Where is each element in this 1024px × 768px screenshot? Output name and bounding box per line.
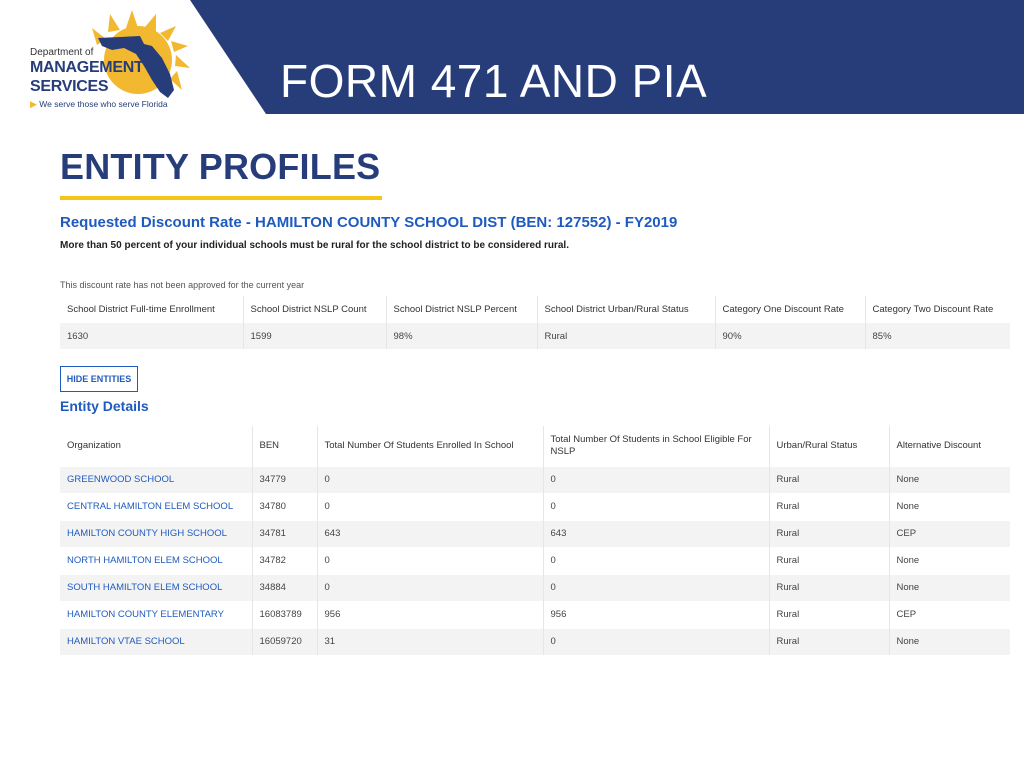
column-header: Category Two Discount Rate xyxy=(865,296,1010,323)
column-header: Urban/Rural Status xyxy=(769,426,889,466)
table-cell: 0 xyxy=(543,628,769,655)
table-cell: 16059720 xyxy=(252,628,317,655)
play-arrow-icon: ▶ xyxy=(30,99,37,109)
table-cell: 643 xyxy=(317,520,543,547)
section-title: ENTITY PROFILES xyxy=(60,146,381,187)
table-cell: 0 xyxy=(543,466,769,493)
column-header: Organization xyxy=(60,426,252,466)
table-cell: 34782 xyxy=(252,547,317,574)
table-cell: Rural xyxy=(769,466,889,493)
table-cell: 34779 xyxy=(252,466,317,493)
approval-status-note: This discount rate has not been approved for the current year xyxy=(60,280,305,290)
table-row xyxy=(60,547,1010,574)
discount-rate-table xyxy=(60,296,1010,349)
organization-link[interactable]: NORTH HAMILTON ELEM SCHOOL xyxy=(60,547,252,574)
logo-department-text: Department of xyxy=(30,47,94,58)
rural-rule-note: More than 50 percent of your individual schools must be rural for the school district to be considered rural. xyxy=(60,240,569,251)
table-row xyxy=(60,493,1010,520)
table-row xyxy=(60,520,1010,547)
table-header-row xyxy=(60,296,1010,323)
table-cell: Rural xyxy=(769,520,889,547)
table-cell: None xyxy=(889,493,1010,520)
table-cell: 0 xyxy=(317,493,543,520)
table-cell: Rural xyxy=(769,493,889,520)
table-cell: 34781 xyxy=(252,520,317,547)
column-header: BEN xyxy=(252,426,317,466)
column-header: Total Number Of Students Enrolled In School xyxy=(317,426,543,466)
table-cell: 34884 xyxy=(252,574,317,601)
table-cell: Rural xyxy=(537,323,715,349)
organization-link[interactable]: CENTRAL HAMILTON ELEM SCHOOL xyxy=(60,493,252,520)
table-cell: 98% xyxy=(386,323,537,349)
table-cell: 85% xyxy=(865,323,1010,349)
table-cell: None xyxy=(889,574,1010,601)
slide-title: FORM 471 AND PIA xyxy=(280,55,708,107)
column-header: School District Full-time Enrollment xyxy=(60,296,243,323)
table-cell: None xyxy=(889,547,1010,574)
logo-services-text: SERVICES xyxy=(30,78,109,95)
organization-link[interactable]: SOUTH HAMILTON ELEM SCHOOL xyxy=(60,574,252,601)
organization-link[interactable]: HAMILTON COUNTY ELEMENTARY xyxy=(60,601,252,628)
column-header: Category One Discount Rate xyxy=(715,296,865,323)
table-cell: None xyxy=(889,628,1010,655)
table-cell: CEP xyxy=(889,601,1010,628)
table-cell: 16083789 xyxy=(252,601,317,628)
table-cell: 34780 xyxy=(252,493,317,520)
table-header-row xyxy=(60,426,1010,466)
table-cell: 0 xyxy=(543,547,769,574)
dms-logo xyxy=(28,8,208,112)
entity-details-title: Entity Details xyxy=(60,398,149,414)
table-row xyxy=(60,601,1010,628)
table-cell: 0 xyxy=(317,547,543,574)
table-cell: 0 xyxy=(543,574,769,601)
hide-entities-button[interactable]: HIDE ENTITIES xyxy=(60,366,138,392)
table-cell: 0 xyxy=(317,574,543,601)
table-cell: 956 xyxy=(543,601,769,628)
column-header: School District Urban/Rural Status xyxy=(537,296,715,323)
organization-link[interactable]: GREENWOOD SCHOOL xyxy=(60,466,252,493)
organization-link[interactable]: HAMILTON COUNTY HIGH SCHOOL xyxy=(60,520,252,547)
section-underline xyxy=(60,196,382,200)
table-row xyxy=(60,574,1010,601)
organization-link[interactable]: HAMILTON VTAE SCHOOL xyxy=(60,628,252,655)
table-cell: 643 xyxy=(543,520,769,547)
logo-tagline-text: We serve those who serve Florida xyxy=(39,99,168,109)
entity-details-table xyxy=(60,426,1010,655)
table-cell: 1599 xyxy=(243,323,386,349)
table-cell: 90% xyxy=(715,323,865,349)
table-cell: 0 xyxy=(543,493,769,520)
table-cell: Rural xyxy=(769,547,889,574)
table-cell: 0 xyxy=(317,466,543,493)
table-cell: 956 xyxy=(317,601,543,628)
logo-management-text: MANAGEMENT xyxy=(30,59,144,76)
column-header: School District NSLP Count xyxy=(243,296,386,323)
column-header: Total Number Of Students in School Eligible For NSLP xyxy=(543,426,769,466)
table-cell: 31 xyxy=(317,628,543,655)
column-header: Alternative Discount xyxy=(896,439,981,451)
table-cell: Rural xyxy=(769,601,889,628)
column-header: School District NSLP Percent xyxy=(386,296,537,323)
table-cell: Rural xyxy=(769,628,889,655)
table-row xyxy=(60,323,1010,349)
table-cell: Rural xyxy=(769,574,889,601)
table-cell: CEP xyxy=(889,520,1010,547)
table-cell: None xyxy=(889,466,1010,493)
discount-rate-title: Requested Discount Rate - HAMILTON COUNTY SCHOOL DIST (BEN: 127552) - FY2019 xyxy=(60,214,678,231)
table-row xyxy=(60,628,1010,655)
table-cell: 1630 xyxy=(60,323,243,349)
logo-tagline xyxy=(30,99,168,110)
table-row xyxy=(60,466,1010,493)
